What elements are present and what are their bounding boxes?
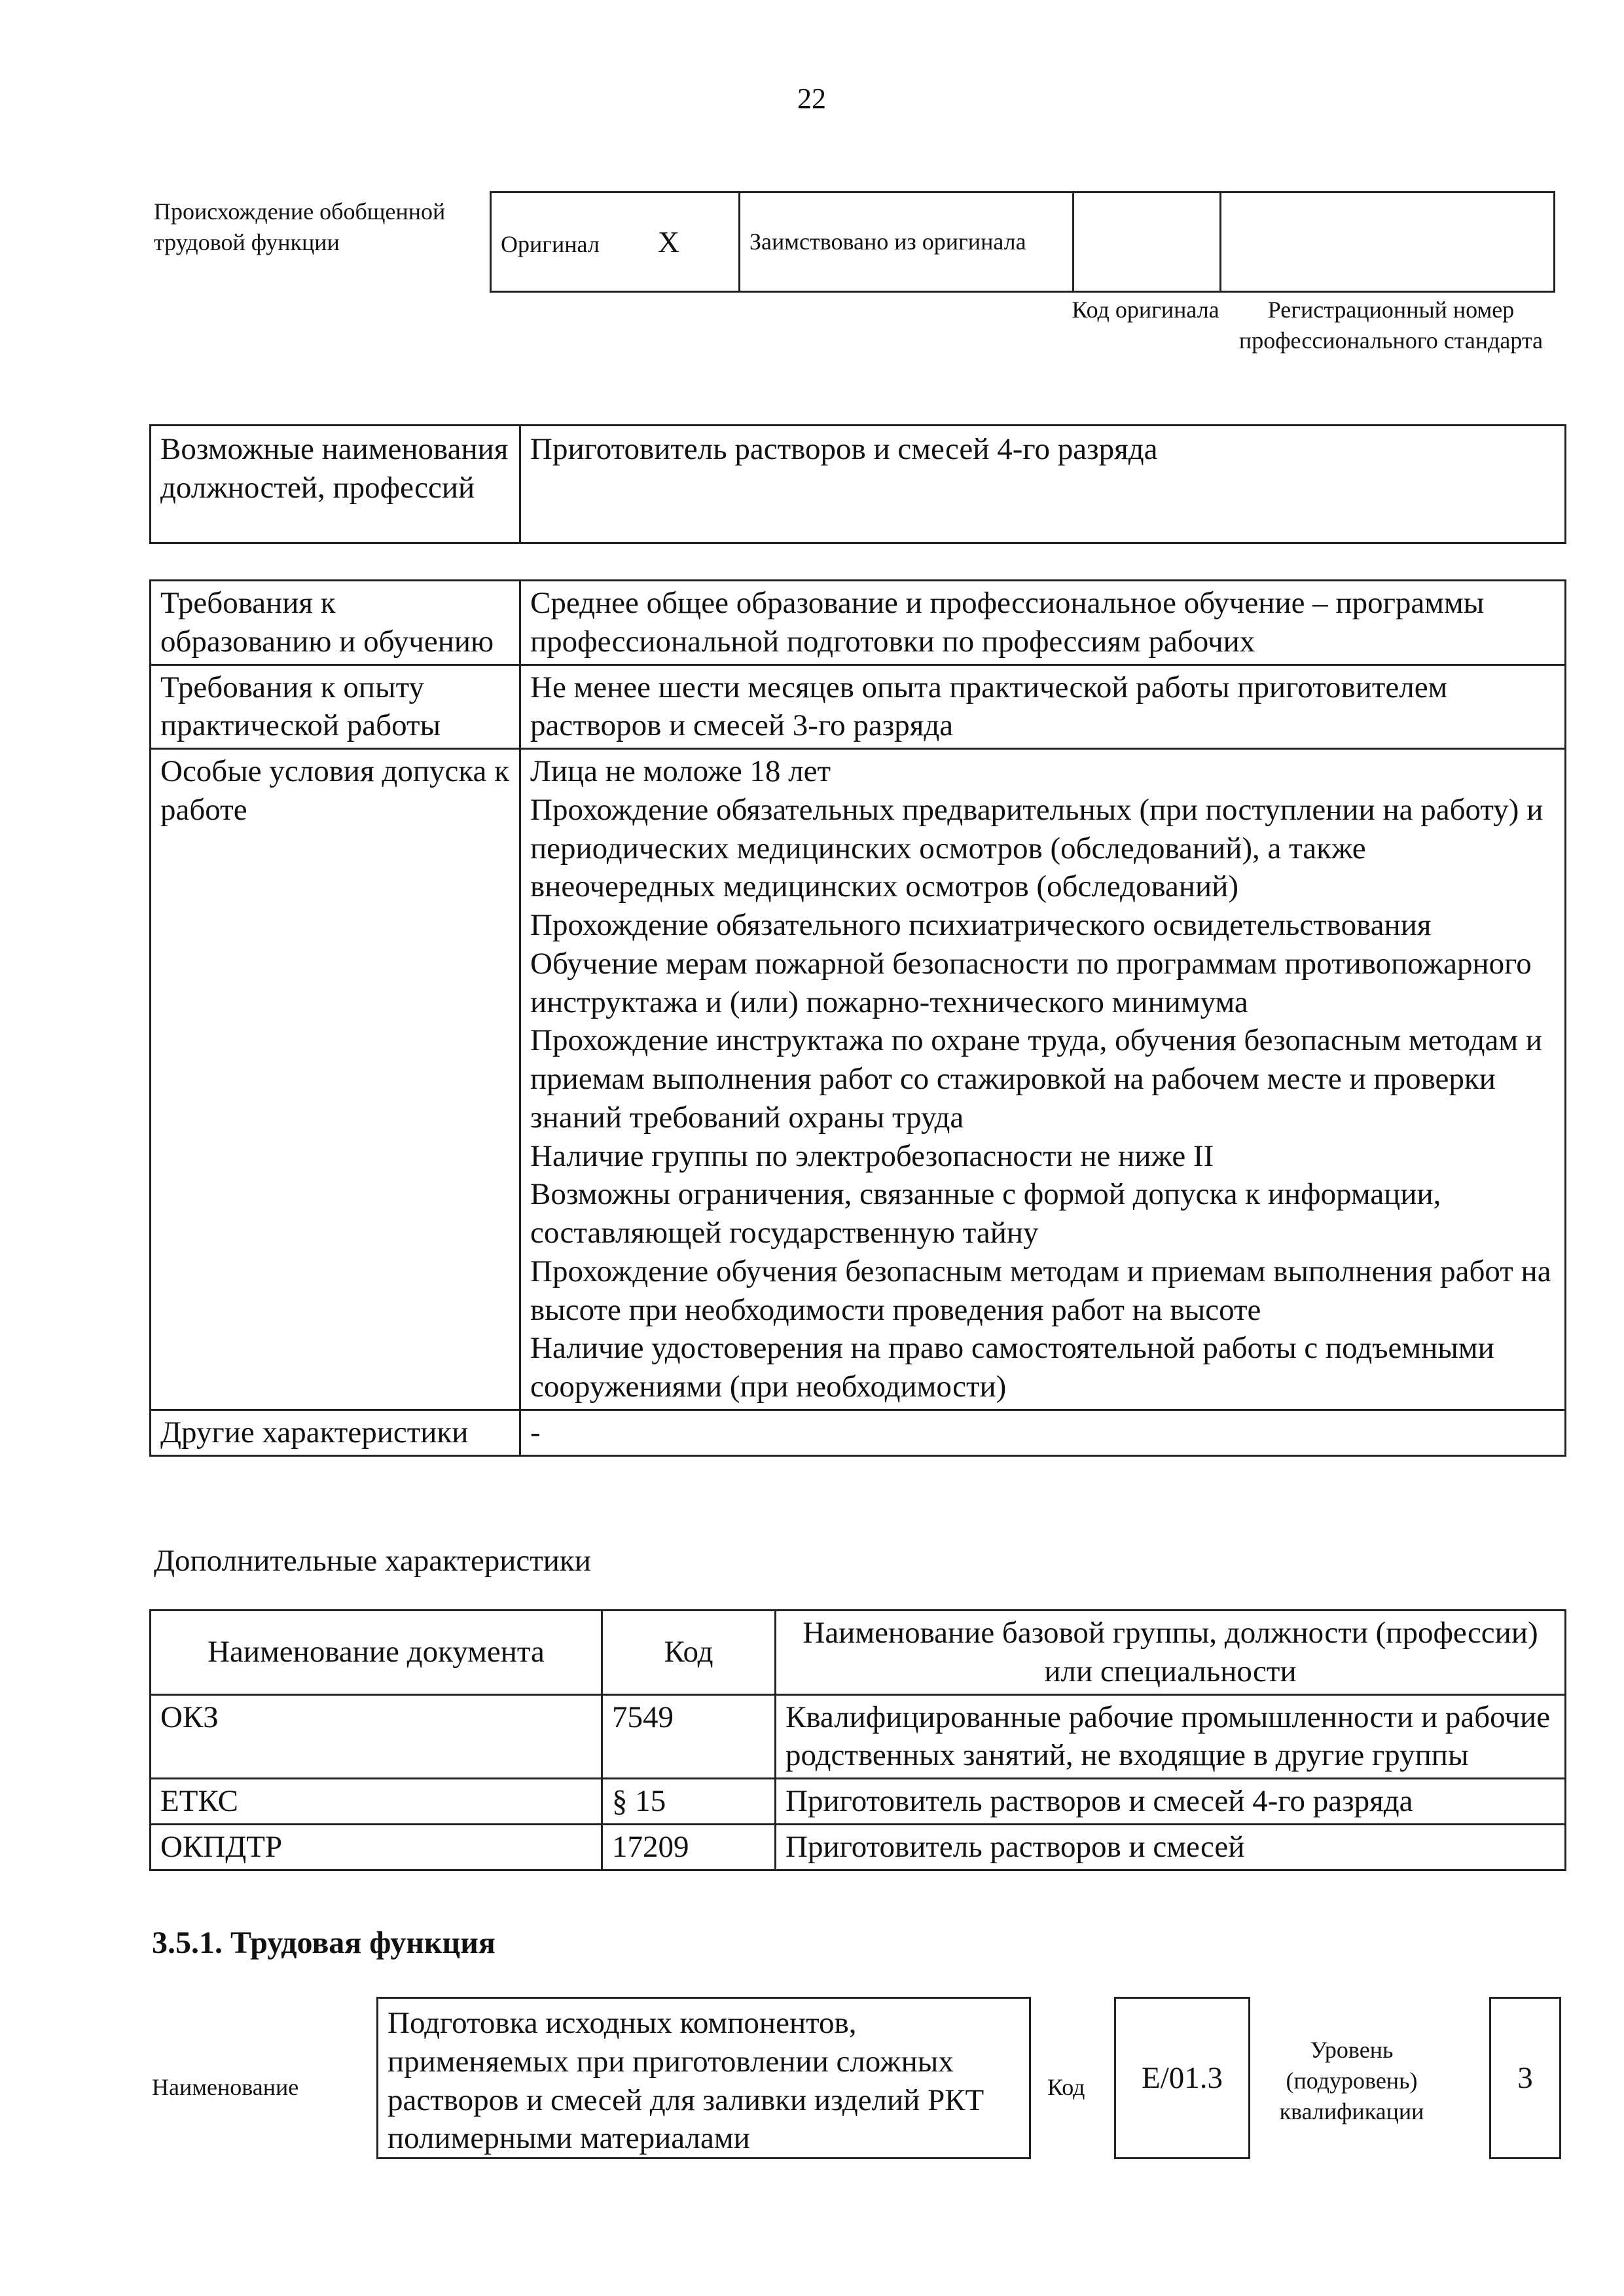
extra-cell-doc: ЕТКС xyxy=(151,1779,602,1825)
function-code-label: Код xyxy=(1047,2074,1085,2100)
extra-cell-code: 7549 xyxy=(602,1694,776,1779)
table-row xyxy=(151,1824,1566,1870)
extra-cell-group: Приготовитель растворов и смесей xyxy=(776,1824,1566,1870)
req-education-value: Среднее общее образование и профессиональное обучение – программы профессиональной подготовки по профессиям рабочих xyxy=(520,581,1566,665)
positions-table xyxy=(149,424,1566,544)
req-conditions-row xyxy=(151,749,1566,1410)
positions-label: Возможные наименования должностей, профессий xyxy=(151,426,520,543)
extra-cell-doc: ОКПДТР xyxy=(151,1824,602,1870)
code-caption: Код оригинала xyxy=(1072,297,1219,323)
table-row xyxy=(151,1694,1566,1779)
function-code-value: E/01.3 xyxy=(1114,1997,1250,2159)
req-experience-row xyxy=(151,665,1566,749)
function-level-label: Уровень (подуровень) квалификации xyxy=(1279,2037,1424,2124)
extra-cell-code: 17209 xyxy=(602,1824,776,1870)
extra-header-code: Код xyxy=(602,1611,776,1695)
req-conditions-label: Особые условия допуска к работе xyxy=(151,749,520,1410)
req-education-label: Требования к образованию и обучению xyxy=(151,581,520,665)
extra-cell-group: Приготовитель растворов и смесей 4-го разряда xyxy=(776,1779,1566,1825)
extra-header-doc: Наименование документа xyxy=(151,1611,602,1695)
function-name-value: Подготовка исходных компонентов, применяемых при приготовлении сложных растворов и смесей для заливки изделий РКТ полимерными материалами xyxy=(376,1997,1031,2159)
condition-item: Наличие удостоверения на право самостоятельной работы с подъемными сооружениями (при необходимости) xyxy=(530,1331,1494,1404)
req-other-row xyxy=(151,1410,1566,1455)
origin-reg-cell xyxy=(1221,192,1555,292)
extra-title: Дополнительные характеристики xyxy=(154,1544,591,1578)
condition-item: Прохождение обучения безопасным методам и приемам выполнения работ на высоте при необходимости проведения работ на высоте xyxy=(530,1254,1551,1327)
origin-table xyxy=(490,191,1555,293)
extra-header-group: Наименование базовой группы, должности (профессии) или специальности xyxy=(776,1611,1566,1695)
positions-value: Приготовитель растворов и смесей 4-го разряда xyxy=(520,426,1566,543)
condition-item: Возможны ограничения, связанные с формой допуска к информации, составляющей государственную тайну xyxy=(530,1177,1441,1250)
condition-item: Лица не моложе 18 лет xyxy=(530,754,831,788)
req-experience-label: Требования к опыту практической работы xyxy=(151,665,520,749)
section-title: 3.5.1. Трудовая функция xyxy=(152,1925,496,1960)
function-level-value: 3 xyxy=(1489,1997,1561,2159)
origin-original-label: Оригинал xyxy=(501,230,600,257)
extra-cell-group: Квалифицированные рабочие промышленности и рабочие родственных занятий, не входящие в другие группы xyxy=(776,1694,1566,1779)
origin-original-mark: X xyxy=(657,225,680,259)
extra-header-row xyxy=(151,1611,1566,1695)
origin-code-cell xyxy=(1074,192,1221,292)
req-conditions-list xyxy=(520,749,1566,1410)
origin-original-cell xyxy=(491,192,740,292)
reg-caption: Регистрационный номер профессионального стандарта xyxy=(1238,297,1543,354)
requirements-table xyxy=(149,579,1566,1457)
origin-label: Происхождение обобщенной трудовой функции xyxy=(154,198,446,255)
condition-item: Прохождение инструктажа по охране труда, обучения безопасным методам и приемам выполнения работ со стажировкой на рабочем месте и проверки знаний требований охраны труда xyxy=(530,1023,1543,1135)
table-row xyxy=(151,1779,1566,1825)
extra-cell-code: § 15 xyxy=(602,1779,776,1825)
req-experience-value: Не менее шести месяцев опыта практической работы приготовителем растворов и смесей 3-го разряда xyxy=(520,665,1566,749)
extra-cell-doc: ОКЗ xyxy=(151,1694,602,1779)
extra-table xyxy=(149,1609,1566,1871)
function-name-label: Наименование xyxy=(152,2074,299,2100)
condition-item: Наличие группы по электробезопасности не ниже II xyxy=(530,1139,1214,1173)
req-education-row xyxy=(151,581,1566,665)
condition-item: Обучение мерам пожарной безопасности по программам противопожарного инструктажа и (или) пожарно-технического минимума xyxy=(530,946,1532,1019)
origin-borrowed-cell: Заимствовано из оригинала xyxy=(740,192,1074,292)
req-other-label: Другие характеристики xyxy=(151,1410,520,1455)
condition-item: Прохождение обязательного психиатрического освидетельствования xyxy=(530,908,1432,942)
condition-item: Прохождение обязательных предварительных (при поступлении на работу) и периодических медицинских осмотров (обследований), а также внеочередных медицинских осмотров (обследований) xyxy=(530,792,1543,904)
req-other-value: - xyxy=(520,1410,1566,1455)
page-number: 22 xyxy=(797,82,826,115)
